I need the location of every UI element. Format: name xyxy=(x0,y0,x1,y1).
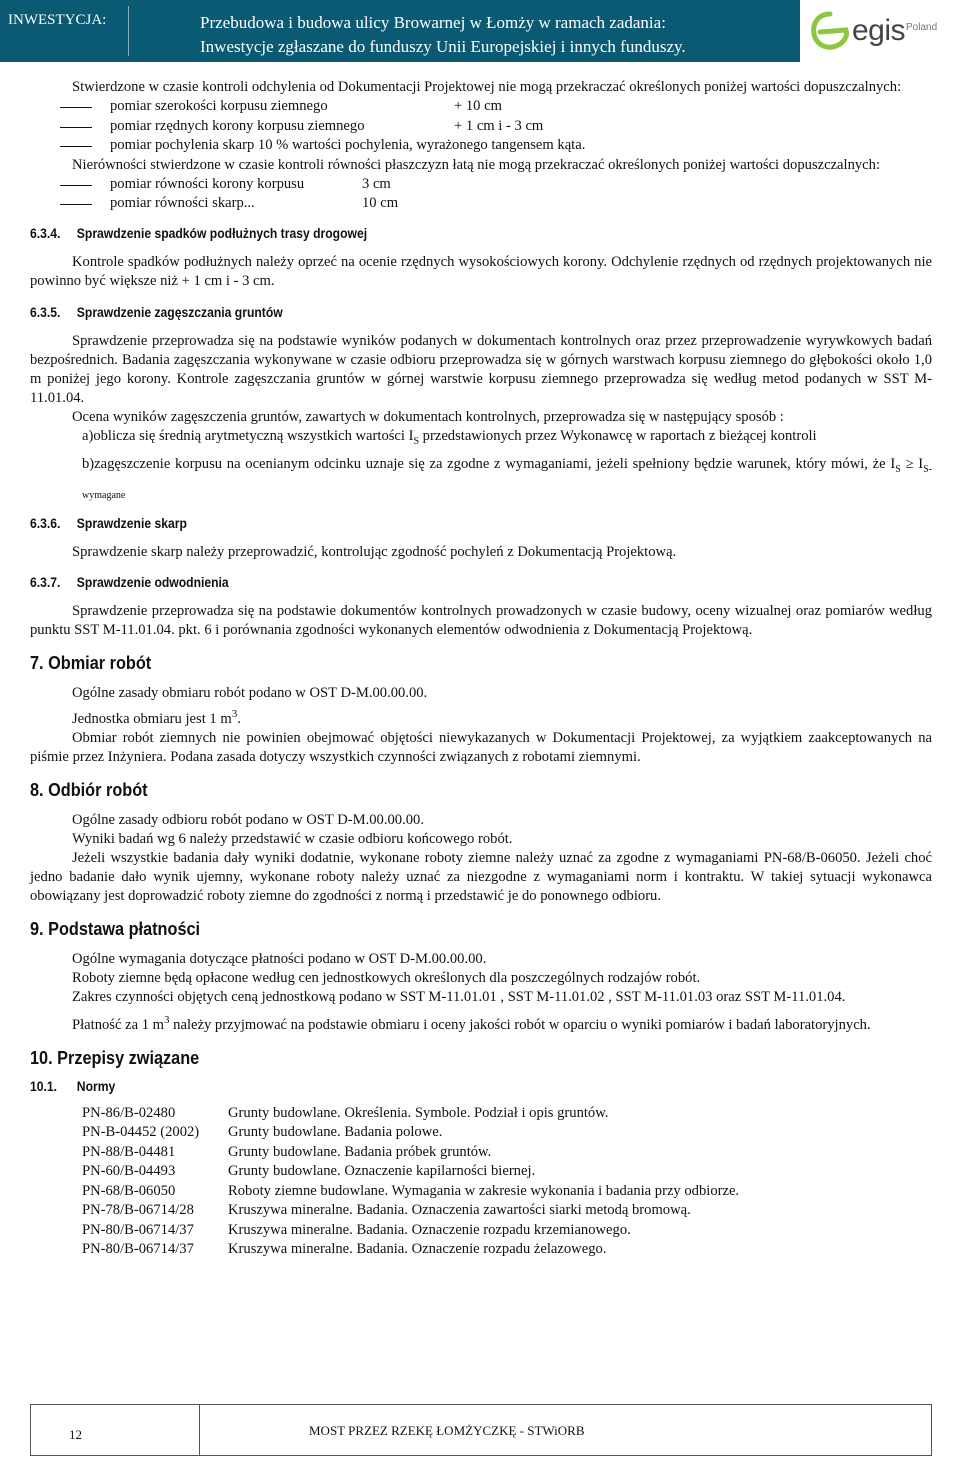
section-heading-9: 9. Podstawa płatności xyxy=(30,918,201,940)
section-8-line-2: Wyniki badań wg 6 należy przedstawić w czasie odbioru końcowego robót. xyxy=(72,831,513,848)
page-footer xyxy=(30,1404,932,1456)
section-637-text: Sprawdzenie przeprowadza się na podstawie dokumentów kontrolnych prowadzonych w czasie budowy, oceny wizualnej oraz pomiarów według punktu SST M-11.01.04. pkt. 6 i porównania zgodności wykonanych elementów odwodnienia z Dokumentacją Projektową. xyxy=(30,603,932,639)
section-8-line-1: Ogólne zasady odbioru robót podano w OST D-M.00.00.00. xyxy=(72,812,424,829)
section-heading-10: 10. Przepisy związane xyxy=(30,1046,200,1068)
list-item: PN-68/B-06050 Roboty ziemne budowlane. Wymagania w zakresie wykonania i badania przy odbiorze. xyxy=(82,1182,740,1199)
list-item: PN-86/B-02480 Grunty budowlane. Określenia. Symbole. Podział i opis gruntów. xyxy=(82,1104,609,1121)
list-item: PN-60/B-04493 Grunty budowlane. Oznaczenie kapilarności biernej. xyxy=(82,1163,536,1180)
section-7-line-1: Ogólne zasady obmiaru robót podano w OST D-M.00.00.00. xyxy=(72,685,428,702)
list-item: PN-78/B-06714/28 Kruszywa mineralne. Badania. Oznaczenia zawartości siarki metodą bromową. xyxy=(82,1202,691,1219)
list-item: PN-88/B-04481 Grunty budowlane. Badania próbek gruntów. xyxy=(82,1143,492,1160)
section-heading-8: 8. Odbiór robót xyxy=(30,779,148,801)
section-heading-101: 10.1. Normy xyxy=(30,1078,116,1094)
list-item: pomiar szerokości korpusu ziemnego + 10 cm xyxy=(30,97,932,117)
page-number: 12 xyxy=(69,1427,82,1442)
section-9-line-1: Ogólne wymagania dotyczące płatności podano w OST D-M.00.00.00. xyxy=(72,951,487,968)
section-heading-7: 7. Obmiar robót xyxy=(30,652,152,674)
page-header xyxy=(0,0,960,62)
section-635-item-b: b)zagęszczenie korpusu na ocenianym odcinku uznaje się za zgodne z wymaganiami, jeżeli spełniony będzie warunek, który mówi, że $I_S \ge I_{S-wymagane}$ xyxy=(82,456,932,502)
list-item: PN-80/B-06714/37 Kruszywa mineralne. Badania. Oznaczenie rozpadu żelazowego. xyxy=(82,1241,607,1258)
section-heading-636: 6.3.6. Sprawdzenie skarp xyxy=(30,516,187,532)
section-635-text-2: Ocena wyników zagęszczenia gruntów, zawartych w dokumentach kontrolnych, przeprowadza się w następujący sposób : xyxy=(72,408,784,425)
header-divider xyxy=(128,6,129,56)
section-7-line-3: Obmiar robót ziemnych nie powinien obejmować objętości niewykazanych w Dokumentacji Projektowej, za wyjątkiem zaakceptowanych na piśmie przez Inżyniera. Podana zasada dotyczy wszystkich czynności związanych z robotami ziemnymi. xyxy=(30,730,932,766)
list-item: pomiar rzędnych korony korpusu ziemnego + 1 cm i - 3 cm xyxy=(30,117,932,137)
tolerance-list xyxy=(30,97,932,156)
section-8-line-3: Jeżeli wszystkie badania dały wyniki dodatnie, wykonane roboty ziemne należy uznać za zgodne z wymaganiami PN-68/B-06050. Jeżeli choć jedno badanie dało wynik ujemny, wykonane roboty należy uznać za niezgodne z wymaganiami norm i kontraktu. W takiej sytuacji wykonawca obowiązany jest doprowadzić roboty ziemne do zgodności z normą i przedstawić je do ponownego odbioru. xyxy=(30,850,932,905)
list-item: PN-80/B-06714/37 Kruszywa mineralne. Badania. Oznaczenie rozpadu krzemianowego. xyxy=(82,1221,631,1238)
norms-list xyxy=(30,1104,932,1260)
page-content xyxy=(30,72,932,1260)
section-heading-637: 6.3.7. Sprawdzenie odwodnienia xyxy=(30,575,229,591)
section-9-line-3: Zakres czynności objętych ceną jednostkową podano w SST M-11.01.01 , SST M-11.01.02 , SST M-11.01.03 oraz SST M-11.01.04. xyxy=(72,989,846,1006)
egis-logo-icon xyxy=(808,8,852,54)
section-9-line-2: Roboty ziemne będą opłacone według cen jednostkowych określonych dla poszczególnych rodzajów robót. xyxy=(72,970,701,987)
footer-text: MOST PRZEZ RZEKĘ ŁOMŻYCZKĘ - STWiORB xyxy=(309,1423,585,1438)
section-9-line-4: Płatność za 1 $m^3$ należy przyjmować na podstawie obmiaru i oceny jakości robót w oparciu o wyniki pomiarów i badań laboratoryjnych. xyxy=(72,1014,871,1033)
section-636-text: Sprawdzenie skarp należy przeprowadzić, kontrolując zgodność pochyleń z Dokumentacją Projektową. xyxy=(72,544,677,561)
intro-paragraph-1: Stwierdzone w czasie kontroli odchylenia od Dokumentacji Projektowej nie mogą przekraczać określonych poniżej wartości dopuszczalnych: xyxy=(72,79,902,95)
flatness-list xyxy=(30,175,932,214)
section-heading-635: 6.3.5. Sprawdzenie zagęszczania gruntów xyxy=(30,304,283,320)
logo-text: egis xyxy=(852,14,906,47)
section-heading-634: 6.3.4. Sprawdzenie spadków podłużnych trasy drogowej xyxy=(30,225,368,241)
intro-paragraph-2: Nierówności stwierdzone w czasie kontroli równości płaszczyzn łatą nie mogą przekraczać określonych poniżej wartości dopuszczalnych: xyxy=(72,156,881,173)
header-title-line2: Inwestycje zgłaszane do funduszy Unii Europejskiej i innych funduszy. xyxy=(200,37,686,56)
footer-divider xyxy=(199,1405,200,1455)
section-7-line-2: Jednostka obmiaru jest 1 $m^3$. xyxy=(72,708,241,728)
section-634-text: Kontrole spadków podłużnych należy oprzeć na ocenie rzędnych wysokościowych korony. Odchylenie rzędnych od rzędnych projektowanych nie powinno być większe niż + 1 cm i - 3 cm. xyxy=(30,253,932,289)
list-item: PN-B-04452 (2002) Grunty budowlane. Badania polowe. xyxy=(82,1124,443,1141)
list-item: pomiar pochylenia skarp 10 % wartości pochylenia, wyrażonego tangensem kąta. xyxy=(30,136,932,156)
investment-label: INWESTYCJA: xyxy=(8,12,107,28)
header-title-line1: Przebudowa i budowa ulicy Browarnej w Łomży w ramach zadania: xyxy=(200,13,666,32)
list-item: pomiar równości korony korpusu 3 cm xyxy=(30,175,932,195)
list-item: pomiar równości skarp... 10 cm xyxy=(30,194,932,214)
egis-logo xyxy=(808,8,956,54)
logo-subtext: Poland xyxy=(906,22,938,33)
section-635-text-1: Sprawdzenie przeprowadza się na podstawie wyników podanych w dokumentach kontrolnych oraz przez przeprowadzenie wyrywkowych badań bezpośrednich. Badania zagęszczania wykonywane w czasie odbioru przeprowadza się w górnych warstwach korpusu ziemnego do głębokości około 1,0 m poniżej jego korony. Kontrole zagęszczania gruntów w górnej warstwie korpusu ziemnego przeprowadza się według metod podanych w SST M-11.01.04. xyxy=(30,332,932,406)
section-635-item-a: a)oblicza się średnią arytmetyczną wszystkich wartości $I_S$ przedstawionych przez Wykonawcę w raportach z bieżącej kontroli xyxy=(82,427,817,447)
